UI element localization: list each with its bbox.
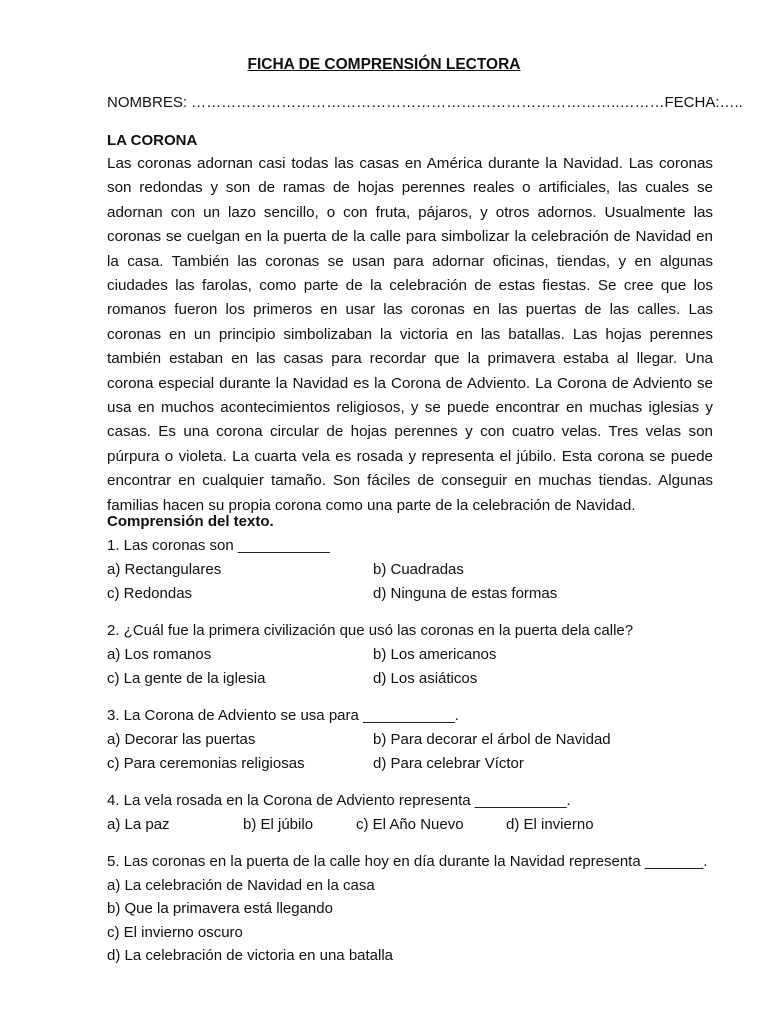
question-1-options-row-2	[107, 582, 713, 606]
question-3-option-d: d) Para celebrar Víctor	[373, 754, 524, 772]
question-3-stem: 3. La Corona de Adviento se usa para ___________.	[107, 707, 459, 724]
question-4-option-d: d) El invierno	[506, 816, 594, 833]
question-2-stem: 2. ¿Cuál fue la primera civilización que usó las coronas en la puerta dela calle?	[107, 622, 634, 639]
question-2-option-b: b) Los americanos	[373, 646, 497, 663]
story-title: LA CORONA	[107, 132, 198, 149]
worksheet-title: FICHA DE COMPRENSIÓN LECTORA	[247, 56, 521, 73]
question-1-option-d: d) Ninguna de estas formas	[373, 584, 558, 602]
question-1-options-row-1	[107, 558, 713, 582]
question-2-option-a: a) Los romanos	[107, 646, 212, 663]
question-2-options-row-1	[107, 643, 713, 667]
question-5-option-b: b) Que la primavera está llegando	[107, 900, 333, 918]
question-3-options-row-1	[107, 728, 713, 752]
question-4-option-c: c) El Año Nuevo	[356, 816, 464, 833]
question-1-stem: 1. Las coronas son ___________	[107, 537, 330, 554]
question-2	[107, 619, 713, 690]
comprehension-title: Comprensión del texto.	[107, 513, 274, 530]
question-5-option-c: c) El invierno oscuro	[107, 923, 243, 941]
question-5-option-d: d) La celebración de victoria en una batalla	[107, 946, 394, 964]
question-1-option-a: a) Rectangulares	[107, 561, 222, 578]
names-date-line: NOMBRES: …………………………………………………………………………..………FECHA:…..	[107, 94, 743, 111]
question-4-options	[107, 813, 713, 837]
question-2-option-d: d) Los asiáticos	[373, 669, 478, 687]
question-5	[107, 850, 713, 967]
question-4-option-b: b) El júbilo	[243, 816, 314, 833]
question-3-option-b: b) Para decorar el árbol de Navidad	[373, 731, 611, 748]
question-1-option-b: b) Cuadradas	[373, 561, 464, 578]
question-1	[107, 534, 713, 605]
question-2-option-c: c) La gente de la iglesia	[107, 669, 266, 687]
question-5-stem: 5. Las coronas en la puerta de la calle hoy en día durante la Navidad representa _______.	[107, 853, 708, 870]
question-1-option-c: c) Redondas	[107, 584, 193, 602]
question-4-stem: 4. La vela rosada en la Corona de Adviento representa ___________.	[107, 792, 571, 809]
question-3-option-a: a) Decorar las puertas	[107, 731, 256, 748]
question-5-option-a: a) La celebración de Navidad en la casa	[107, 877, 375, 894]
question-3	[107, 704, 713, 775]
question-3-options-row-2	[107, 752, 713, 776]
question-3-option-c: c) Para ceremonias religiosas	[107, 754, 305, 772]
question-4-option-a: a) La paz	[107, 816, 170, 833]
question-2-options-row-2	[107, 667, 713, 691]
story-text: Las coronas adornan casi todas las casas en América durante la Navidad. Las coronas son redondas y son de ramas de hojas perennes reales o artificiales, las cuales se adornan con un lazo sencillo, o con fruta, pájaros, y otros adornos. Usualmente las coronas se cuelgan en la puerta de la calle para simbolizar la celebración de Navidad en la casa. También las coronas se usan para adornar oficinas, tiendas, y en algunas ciudades las farolas, como parte de la celebración de estas fiestas. Se cree que los romanos fueron los primeros en usar las coronas en las puertas de las calles. Las coronas en un principio simbolizaban la victoria en las batallas. Las hojas perennes también estaban en las casas para recordar que la primavera estaba al llegar. Una corona especial durante la Navidad es la Corona de Adviento. La Corona de Adviento se usa en muchos acontecimientos religiosos, y se puede encontrar en muchas iglesias y casas. Es una corona circular de hojas perennes y con cuatro velas. Tres velas son púrpura o violeta. La cuarta vela es rosada y representa el júbilo. Esta corona se puede encontrar en cualquier tamaño. Son fáciles de conseguir en muchas tiendas. Algunas familias hacen su propia corona como una parte de la celebración de Navidad.	[107, 155, 713, 514]
question-4	[107, 789, 713, 837]
